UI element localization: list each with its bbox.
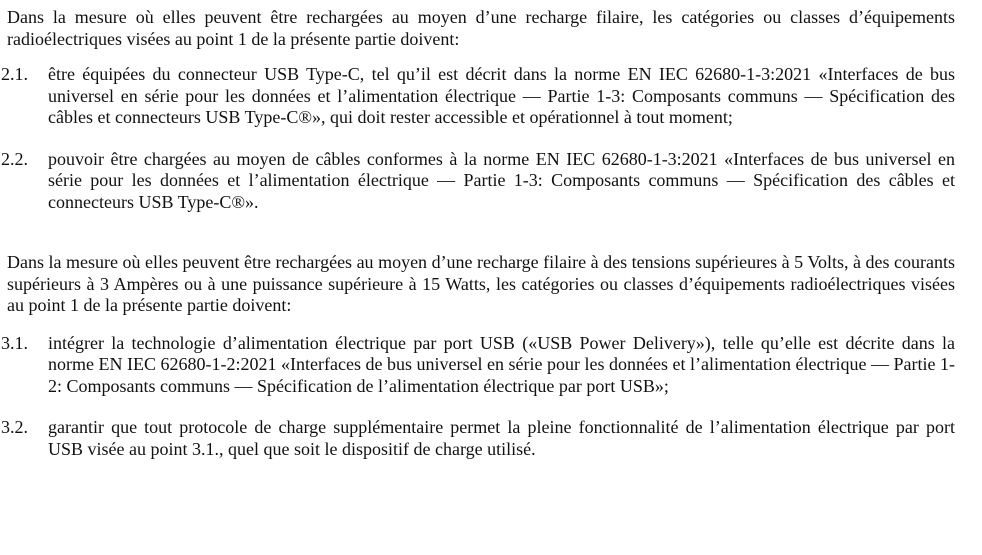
document-body <box>1 7 955 460</box>
item-text: intégrer la technologie d’alimentation électrique par port USB («USB Power Delivery»), telle qu’elle est décrite dans la norme EN IEC 62680-1-2:2021 «Interfaces de bus universel en série pour les données et l’alimentation électrique — Partie 1-2: Composants communs — Spécification de l’alimentation électrique par port USB»; <box>48 332 955 396</box>
item-text: être équipées du connecteur USB Type-C, tel qu’il est décrit dans la norme EN IEC 62680-1-3:2021 «Interfaces de bus universel en série pour les données et l’alimentation électrique — Partie 1-3: Composants communs — Spécification des câbles et connecteurs USB Type-C®», qui doit rester accessible et opérationnel à tout moment; <box>48 64 955 127</box>
item-number: 2.2. <box>1 148 28 169</box>
list-item-2-1 <box>1 64 955 129</box>
item-text: pouvoir être chargées au moyen de câbles conformes à la norme EN IEC 62680-1-3:2021 «Interfaces de bus universel en série pour les données et l’alimentation électrique — Partie 1-3: Composants communs — Spécification des câbles et connecteurs USB Type-C®». <box>48 148 955 212</box>
section-3-intro: Dans la mesure où elles peuvent être rechargées au moyen d’une recharge filaire à des tensions supérieures à 5 Volts, à des courants supérieurs à 3 Ampères ou à une puissance supérieure à 15 Watts, les catégories ou classes d’équipements radioélectriques visées au point 1 de la présente partie doivent: <box>7 252 955 315</box>
section-2-intro: Dans la mesure où elles peuvent être rechargées au moyen d’une recharge filaire, les catégories ou classes d’équipements radioélectriques visées au point 1 de la présente partie doivent: <box>7 7 955 49</box>
list-item-2-2 <box>1 148 955 214</box>
item-number: 2.1. <box>1 64 28 84</box>
item-number: 3.2. <box>1 417 28 437</box>
item-text: garantir que tout protocole de charge supplémentaire permet la pleine fonctionnalité de l’alimentation électrique par port USB visée au point 3.1., quel que soit le dispositif de charge utilisé. <box>48 417 955 459</box>
list-item-3-1 <box>1 332 955 398</box>
item-number: 3.1. <box>1 332 28 353</box>
list-item-3-2 <box>1 417 955 460</box>
